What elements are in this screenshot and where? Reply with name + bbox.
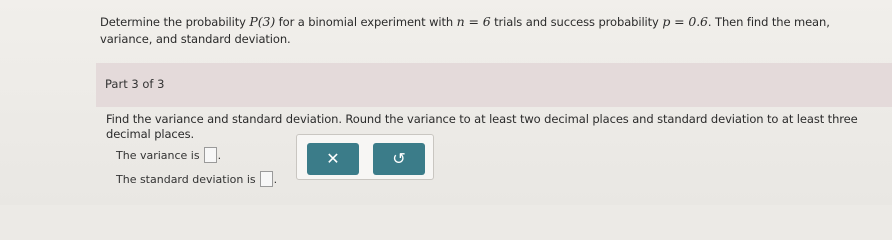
standard-deviation-label: The standard deviation is: [116, 172, 256, 186]
standard-deviation-input[interactable]: [260, 171, 273, 187]
answer-tools-panel: [296, 134, 434, 180]
trials-expression: n = 6: [456, 14, 491, 29]
problem-text-end: . Then find the mean, variance, and standard deviation.: [100, 15, 830, 46]
standard-deviation-row: [116, 171, 277, 187]
variance-label: The variance is: [116, 148, 200, 162]
instruction-text: Find the variance and standard deviation. Round the variance to at least two decimal places and standard deviation to at least three decimal places.: [106, 112, 858, 141]
variance-input[interactable]: [204, 147, 217, 163]
clear-button[interactable]: [307, 143, 359, 175]
probability-notation: P(3): [249, 14, 276, 29]
standard-deviation-period: .: [273, 172, 278, 186]
problem-text-mid2: trials and success probability: [490, 15, 663, 29]
undo-button[interactable]: [373, 143, 425, 175]
part-label: Part 3 of 3: [105, 77, 165, 91]
problem-statement: [100, 13, 880, 48]
variance-row: [116, 147, 221, 163]
part-header: [96, 63, 892, 107]
problem-text-mid1: for a binomial experiment with: [275, 15, 457, 29]
problem-text-start: Determine the probability: [100, 15, 250, 29]
close-icon: ✕: [326, 149, 340, 168]
variance-period: .: [217, 148, 222, 162]
undo-icon: ↺: [392, 149, 406, 168]
success-probability-expression: p = 0.6: [662, 14, 708, 29]
